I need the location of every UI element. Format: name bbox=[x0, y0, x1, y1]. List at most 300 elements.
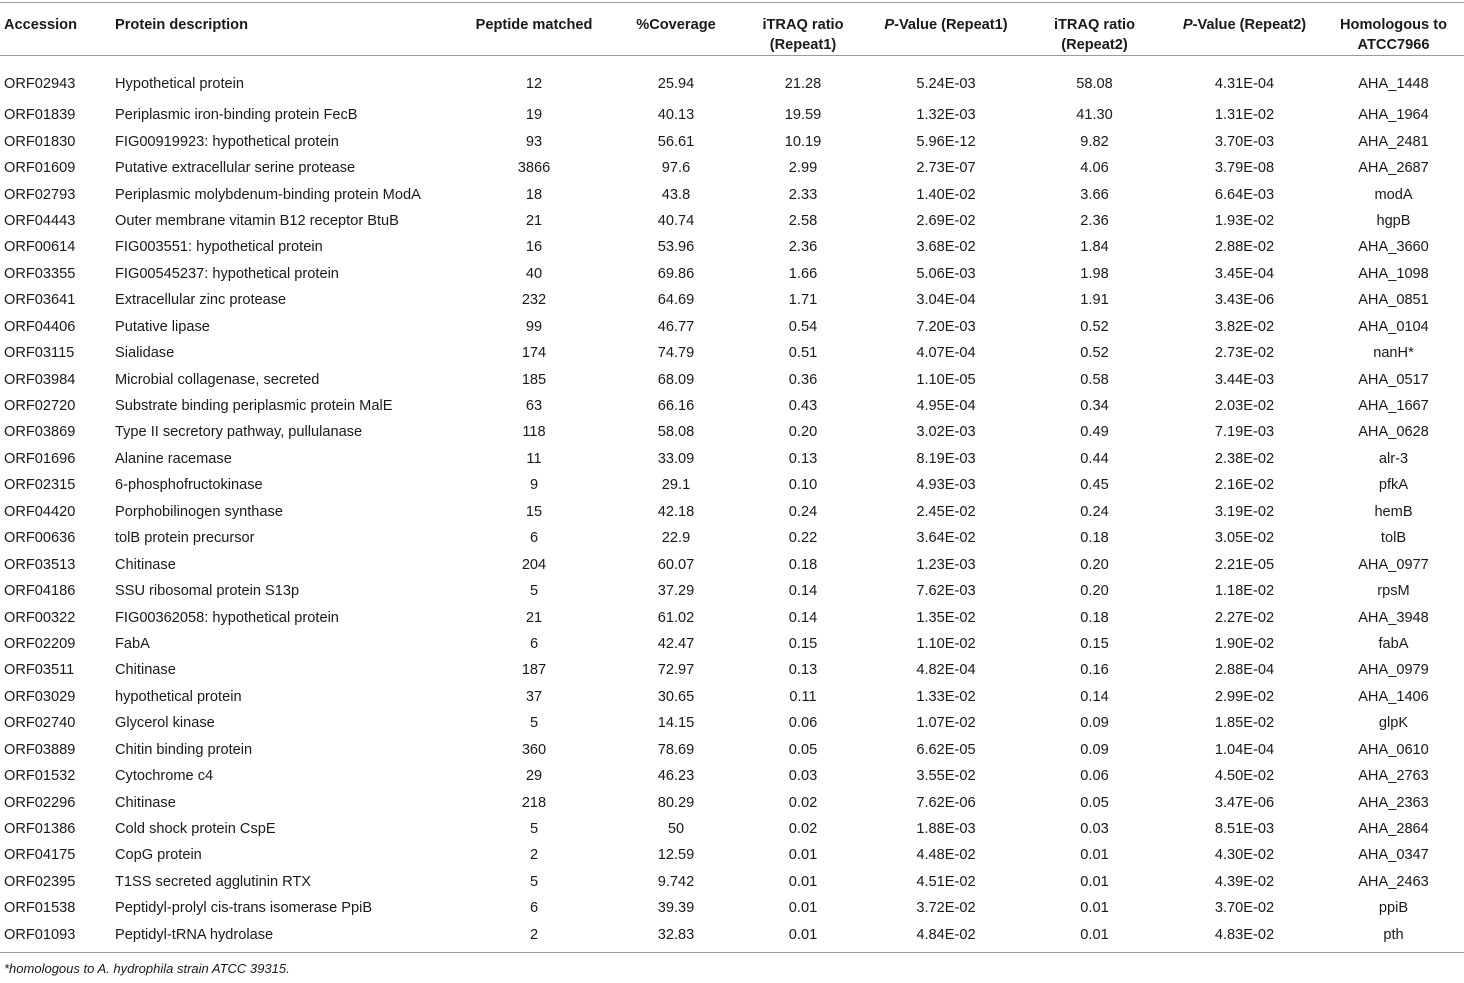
cell-itraq-repeat2: 0.14 bbox=[1080, 688, 1109, 705]
cell-homologous: alr-3 bbox=[1378, 450, 1409, 467]
cell-itraq-repeat2: 9.82 bbox=[1080, 133, 1109, 150]
cell-coverage: 53.96 bbox=[657, 239, 695, 256]
col-header-protein-description: Protein description bbox=[115, 17, 248, 33]
cell-itraq-repeat2: 0.52 bbox=[1080, 345, 1109, 362]
table-row bbox=[0, 287, 1464, 313]
cell-protein-description: T1SS secreted agglutinin RTX bbox=[115, 873, 312, 890]
cell-peptide-matched: 19 bbox=[525, 107, 543, 124]
cell-itraq-repeat1: 21.28 bbox=[784, 76, 822, 92]
cell-pvalue-repeat1: 8.19E-03 bbox=[916, 450, 976, 467]
cell-itraq-repeat1: 0.14 bbox=[788, 609, 818, 626]
table-row bbox=[0, 234, 1464, 260]
cell-peptide-matched: 12 bbox=[525, 76, 543, 92]
cell-accession: ORF03869 bbox=[4, 424, 76, 441]
cell-homologous: AHA_0979 bbox=[1358, 662, 1429, 679]
cell-homologous: tolB bbox=[1380, 530, 1407, 547]
cell-itraq-repeat1: 0.20 bbox=[788, 424, 818, 441]
cell-protein-description: FIG00545237: hypothetical protein bbox=[115, 265, 339, 282]
cell-pvalue-repeat2: 3.47E-06 bbox=[1214, 794, 1275, 811]
cell-itraq-repeat2: 0.58 bbox=[1080, 371, 1109, 388]
cell-itraq-repeat2: 0.01 bbox=[1080, 873, 1109, 890]
cell-accession: ORF03889 bbox=[4, 741, 76, 758]
cell-itraq-repeat2: 58.08 bbox=[1076, 76, 1113, 92]
cell-coverage: 60.07 bbox=[657, 556, 695, 573]
cell-pvalue-repeat1: 4.48E-02 bbox=[916, 847, 976, 864]
cell-pvalue-repeat2: 3.79E-08 bbox=[1214, 160, 1275, 177]
cell-itraq-repeat2: 0.05 bbox=[1080, 794, 1109, 811]
cell-pvalue-repeat1: 6.62E-05 bbox=[916, 741, 976, 758]
cell-homologous: pfkA bbox=[1378, 477, 1409, 494]
col-header-pvalue-repeat1 bbox=[869, 3, 1023, 56]
cell-protein-description: tolB protein precursor bbox=[115, 530, 255, 547]
cell-peptide-matched: 99 bbox=[525, 318, 543, 335]
cell-accession: ORF03511 bbox=[4, 662, 75, 679]
cell-itraq-repeat2: 0.24 bbox=[1080, 503, 1109, 520]
cell-protein-description: Porphobilinogen synthase bbox=[115, 503, 283, 520]
cell-peptide-matched: 5 bbox=[529, 715, 539, 732]
cell-protein-description: Type II secretory pathway, pullulanase bbox=[115, 424, 363, 441]
cell-pvalue-repeat1: 1.07E-02 bbox=[916, 715, 976, 732]
cell-pvalue-repeat2: 2.88E-02 bbox=[1214, 239, 1275, 256]
cell-coverage: 58.08 bbox=[657, 424, 695, 441]
cell-coverage: 69.86 bbox=[657, 265, 695, 282]
cell-homologous: AHA_0347 bbox=[1358, 847, 1429, 864]
col-header-coverage: %Coverage bbox=[636, 17, 716, 33]
cell-pvalue-repeat2: 1.85E-02 bbox=[1214, 715, 1275, 732]
cell-protein-description: Chitinase bbox=[115, 794, 176, 811]
cell-peptide-matched: 6 bbox=[529, 635, 539, 652]
cell-itraq-repeat2: 1.91 bbox=[1080, 292, 1109, 309]
cell-pvalue-repeat2: 2.73E-02 bbox=[1214, 345, 1275, 362]
cell-pvalue-repeat1: 3.55E-02 bbox=[916, 768, 976, 785]
cell-homologous: glpK bbox=[1378, 715, 1409, 732]
cell-pvalue-repeat1: 3.02E-03 bbox=[916, 424, 976, 441]
cell-coverage: 64.69 bbox=[657, 292, 695, 309]
table-row bbox=[0, 155, 1464, 181]
cell-protein-description: Periplasmic molybdenum-binding protein ModA bbox=[115, 186, 421, 203]
cell-itraq-repeat1: 0.24 bbox=[788, 503, 818, 520]
cell-itraq-repeat2: 0.01 bbox=[1080, 926, 1109, 943]
cell-pvalue-repeat2: 3.44E-03 bbox=[1214, 371, 1275, 388]
cell-pvalue-repeat1: 4.82E-04 bbox=[916, 662, 976, 679]
cell-peptide-matched: 2 bbox=[529, 926, 539, 943]
cell-homologous: AHA_2363 bbox=[1358, 794, 1429, 811]
cell-accession: ORF03355 bbox=[4, 265, 76, 282]
cell-homologous: AHA_2864 bbox=[1358, 821, 1429, 838]
cell-itraq-repeat2: 0.44 bbox=[1080, 450, 1109, 467]
cell-accession: ORF03984 bbox=[4, 371, 76, 388]
cell-itraq-repeat2: 0.18 bbox=[1080, 530, 1109, 547]
cell-pvalue-repeat1: 3.64E-02 bbox=[916, 530, 976, 547]
cell-itraq-repeat2: 0.09 bbox=[1080, 741, 1109, 758]
cell-itraq-repeat1: 2.36 bbox=[788, 239, 818, 256]
cell-itraq-repeat2: 0.49 bbox=[1080, 424, 1109, 441]
table-row bbox=[0, 446, 1464, 472]
cell-pvalue-repeat1: 2.73E-07 bbox=[916, 160, 976, 177]
cell-homologous: AHA_0610 bbox=[1358, 741, 1429, 758]
cell-peptide-matched: 18 bbox=[525, 186, 543, 203]
cell-protein-description: Periplasmic iron-binding protein FecB bbox=[115, 107, 358, 124]
cell-protein-description: Putative lipase bbox=[115, 318, 210, 335]
cell-itraq-repeat1: 2.33 bbox=[788, 186, 818, 203]
cell-peptide-matched: 29 bbox=[525, 768, 543, 785]
cell-accession: ORF02793 bbox=[4, 186, 76, 203]
cell-pvalue-repeat2: 3.82E-02 bbox=[1214, 318, 1275, 335]
cell-accession: ORF01386 bbox=[4, 821, 76, 838]
cell-peptide-matched: 37 bbox=[525, 688, 543, 705]
cell-itraq-repeat2: 0.20 bbox=[1080, 583, 1109, 600]
cell-peptide-matched: 63 bbox=[525, 398, 543, 415]
cell-accession: ORF02209 bbox=[4, 635, 76, 652]
cell-pvalue-repeat2: 3.70E-02 bbox=[1214, 900, 1275, 917]
cell-pvalue-repeat1: 7.62E-03 bbox=[916, 583, 976, 600]
table-row bbox=[0, 737, 1464, 763]
cell-itraq-repeat2: 0.16 bbox=[1080, 662, 1109, 679]
cell-peptide-matched: 3866 bbox=[517, 160, 551, 177]
cell-itraq-repeat1: 0.18 bbox=[788, 556, 818, 573]
cell-pvalue-repeat1: 3.04E-04 bbox=[916, 292, 976, 309]
cell-accession: ORF01839 bbox=[4, 107, 76, 124]
col-header-pvalue-repeat2 bbox=[1166, 3, 1323, 56]
cell-accession: ORF03513 bbox=[4, 556, 76, 573]
cell-itraq-repeat2: 41.30 bbox=[1076, 107, 1113, 124]
cell-accession: ORF03641 bbox=[4, 292, 76, 309]
cell-itraq-repeat2: 0.01 bbox=[1080, 847, 1109, 864]
cell-coverage: 74.79 bbox=[657, 345, 695, 362]
cell-itraq-repeat1: 0.51 bbox=[788, 345, 818, 362]
table-row bbox=[0, 525, 1464, 551]
cell-protein-description: Hypothetical protein bbox=[115, 76, 244, 92]
table-row bbox=[0, 128, 1464, 154]
cell-coverage: 40.74 bbox=[657, 212, 695, 229]
cell-homologous: AHA_0104 bbox=[1358, 318, 1429, 335]
cell-coverage: 66.16 bbox=[657, 398, 695, 415]
cell-pvalue-repeat1: 4.07E-04 bbox=[916, 345, 976, 362]
col-header-itraq-repeat2: iTRAQ ratio (Repeat2) bbox=[1053, 17, 1136, 53]
cell-pvalue-repeat1: 7.20E-03 bbox=[916, 318, 976, 335]
table-row bbox=[0, 842, 1464, 868]
table-row bbox=[0, 393, 1464, 419]
cell-itraq-repeat2: 0.20 bbox=[1080, 556, 1109, 573]
cell-itraq-repeat2: 0.34 bbox=[1080, 398, 1109, 415]
cell-pvalue-repeat2: 2.88E-04 bbox=[1214, 662, 1275, 679]
cell-itraq-repeat1: 0.05 bbox=[788, 741, 818, 758]
cell-protein-description: Chitinase bbox=[115, 556, 176, 573]
cell-homologous: hgpB bbox=[1376, 212, 1411, 229]
cell-homologous: AHA_2481 bbox=[1358, 133, 1429, 150]
cell-homologous: AHA_3948 bbox=[1358, 609, 1429, 626]
cell-protein-description: Chitinase bbox=[115, 662, 176, 679]
cell-accession: ORF01532 bbox=[4, 768, 76, 785]
cell-pvalue-repeat1: 4.51E-02 bbox=[916, 873, 976, 890]
cell-protein-description: Outer membrane vitamin B12 receptor BtuB bbox=[115, 212, 399, 229]
table-row bbox=[0, 763, 1464, 789]
cell-coverage: 9.742 bbox=[657, 873, 695, 890]
cell-protein-description: hypothetical protein bbox=[115, 688, 242, 705]
cell-pvalue-repeat1: 2.69E-02 bbox=[916, 212, 976, 229]
cell-pvalue-repeat1: 3.68E-02 bbox=[916, 239, 976, 256]
cell-pvalue-repeat2: 2.27E-02 bbox=[1214, 609, 1275, 626]
cell-itraq-repeat1: 0.36 bbox=[788, 371, 818, 388]
cell-itraq-repeat1: 0.15 bbox=[788, 635, 818, 652]
cell-homologous: AHA_2763 bbox=[1358, 768, 1429, 785]
cell-accession: ORF02740 bbox=[4, 715, 76, 732]
cell-coverage: 46.23 bbox=[657, 768, 695, 785]
cell-itraq-repeat1: 0.14 bbox=[788, 583, 818, 600]
cell-peptide-matched: 204 bbox=[521, 556, 547, 573]
cell-coverage: 37.29 bbox=[657, 583, 695, 600]
cell-itraq-repeat2: 0.15 bbox=[1080, 635, 1109, 652]
cell-peptide-matched: 187 bbox=[521, 662, 547, 679]
cell-pvalue-repeat1: 5.24E-03 bbox=[916, 76, 976, 92]
col-header-homologous: Homologous to ATCC7966 bbox=[1339, 17, 1447, 53]
cell-pvalue-repeat2: 2.99E-02 bbox=[1214, 688, 1275, 705]
cell-protein-description: SSU ribosomal protein S13p bbox=[115, 583, 300, 600]
cell-pvalue-repeat2: 3.43E-06 bbox=[1214, 292, 1275, 309]
table-row bbox=[0, 181, 1464, 207]
cell-itraq-repeat1: 0.02 bbox=[788, 821, 818, 838]
cell-homologous: fabA bbox=[1378, 635, 1409, 652]
table-row bbox=[0, 604, 1464, 630]
cell-accession: ORF00614 bbox=[4, 239, 76, 256]
cell-itraq-repeat1: 0.03 bbox=[788, 768, 818, 785]
cell-itraq-repeat2: 3.66 bbox=[1080, 186, 1109, 203]
cell-pvalue-repeat2: 2.16E-02 bbox=[1214, 477, 1275, 494]
cell-itraq-repeat1: 0.22 bbox=[788, 530, 818, 547]
cell-itraq-repeat2: 0.03 bbox=[1080, 821, 1109, 838]
cell-homologous: AHA_1964 bbox=[1358, 107, 1429, 124]
cell-pvalue-repeat2: 1.04E-04 bbox=[1214, 741, 1275, 758]
cell-itraq-repeat1: 10.19 bbox=[784, 133, 822, 150]
cell-pvalue-repeat2: 8.51E-03 bbox=[1214, 821, 1275, 838]
cell-pvalue-repeat2: 7.19E-03 bbox=[1214, 424, 1275, 441]
cell-pvalue-repeat2: 4.30E-02 bbox=[1214, 847, 1275, 864]
cell-coverage: 61.02 bbox=[657, 609, 695, 626]
cell-itraq-repeat1: 0.13 bbox=[788, 450, 818, 467]
cell-accession: ORF00636 bbox=[4, 530, 76, 547]
cell-itraq-repeat2: 0.18 bbox=[1080, 609, 1109, 626]
cell-protein-description: FIG003551: hypothetical protein bbox=[115, 239, 323, 256]
table-row bbox=[0, 869, 1464, 895]
cell-pvalue-repeat1: 4.95E-04 bbox=[916, 398, 976, 415]
cell-itraq-repeat1: 1.66 bbox=[788, 265, 818, 282]
cell-protein-description: Cytochrome c4 bbox=[115, 768, 214, 785]
protein-table bbox=[0, 2, 1464, 953]
cell-peptide-matched: 5 bbox=[529, 583, 539, 600]
cell-peptide-matched: 118 bbox=[522, 424, 546, 441]
cell-protein-description: CopG protein bbox=[115, 847, 202, 864]
cell-pvalue-repeat1: 5.96E-12 bbox=[916, 133, 976, 150]
table-row bbox=[0, 684, 1464, 710]
cell-peptide-matched: 9 bbox=[529, 477, 539, 494]
col-header-peptide-matched: Peptide matched bbox=[475, 17, 593, 33]
cell-peptide-matched: 15 bbox=[525, 503, 543, 520]
cell-pvalue-repeat1: 1.23E-03 bbox=[916, 556, 976, 573]
cell-pvalue-repeat2: 1.31E-02 bbox=[1214, 107, 1275, 124]
cell-peptide-matched: 40 bbox=[525, 265, 543, 282]
table-footnote: *homologous to A. hydrophila strain ATCC 39315. bbox=[4, 961, 290, 976]
cell-accession: ORF01093 bbox=[4, 926, 76, 943]
cell-accession: ORF04406 bbox=[4, 318, 76, 335]
cell-pvalue-repeat2: 3.45E-04 bbox=[1214, 265, 1275, 282]
cell-homologous: AHA_1098 bbox=[1358, 265, 1429, 282]
table-row bbox=[0, 261, 1464, 287]
pvalue-p-italic: P bbox=[884, 17, 895, 33]
cell-pvalue-repeat1: 1.10E-02 bbox=[916, 635, 976, 652]
cell-itraq-repeat2: 1.84 bbox=[1080, 239, 1109, 256]
cell-coverage: 42.18 bbox=[657, 503, 695, 520]
cell-itraq-repeat2: 0.09 bbox=[1080, 715, 1109, 732]
col-header-accession: Accession bbox=[4, 17, 78, 33]
cell-protein-description: Cold shock protein CspE bbox=[115, 821, 276, 838]
cell-itraq-repeat1: 0.43 bbox=[788, 398, 818, 415]
cell-accession: ORF04175 bbox=[4, 847, 76, 864]
cell-peptide-matched: 93 bbox=[525, 133, 543, 150]
cell-homologous: modA bbox=[1374, 186, 1413, 203]
cell-homologous: rpsM bbox=[1377, 583, 1410, 600]
cell-pvalue-repeat1: 7.62E-06 bbox=[916, 794, 976, 811]
cell-protein-description: Alanine racemase bbox=[115, 450, 232, 467]
cell-protein-description: Substrate binding periplasmic protein MalE bbox=[115, 398, 393, 415]
cell-coverage: 68.09 bbox=[657, 371, 695, 388]
table-header bbox=[0, 3, 1464, 56]
cell-itraq-repeat1: 19.59 bbox=[784, 107, 822, 124]
cell-itraq-repeat1: 0.01 bbox=[788, 926, 818, 943]
cell-homologous: ppiB bbox=[1378, 900, 1409, 917]
cell-peptide-matched: 21 bbox=[525, 609, 543, 626]
cell-pvalue-repeat2: 2.38E-02 bbox=[1214, 450, 1275, 467]
cell-accession: ORF03029 bbox=[4, 688, 76, 705]
cell-pvalue-repeat1: 1.10E-05 bbox=[916, 371, 976, 388]
cell-accession: ORF02720 bbox=[4, 398, 76, 415]
table-row bbox=[0, 102, 1464, 128]
table-row bbox=[0, 789, 1464, 815]
cell-pvalue-repeat1: 1.40E-02 bbox=[916, 186, 976, 203]
cell-accession: ORF02296 bbox=[4, 794, 76, 811]
table-row bbox=[0, 657, 1464, 683]
cell-peptide-matched: 6 bbox=[529, 900, 539, 917]
cell-homologous: nanH* bbox=[1373, 345, 1414, 362]
cell-itraq-repeat1: 0.01 bbox=[788, 847, 818, 864]
cell-coverage: 78.69 bbox=[657, 741, 695, 758]
cell-accession: ORF01830 bbox=[4, 133, 76, 150]
cell-pvalue-repeat2: 1.93E-02 bbox=[1214, 212, 1275, 229]
table-row bbox=[0, 208, 1464, 234]
cell-accession: ORF01538 bbox=[4, 900, 76, 917]
cell-pvalue-repeat2: 3.19E-02 bbox=[1214, 503, 1275, 520]
cell-accession: ORF02395 bbox=[4, 873, 76, 890]
cell-peptide-matched: 360 bbox=[521, 741, 547, 758]
cell-coverage: 22.9 bbox=[661, 530, 691, 547]
cell-protein-description: Peptidyl-prolyl cis-trans isomerase PpiB bbox=[115, 900, 373, 917]
cell-coverage: 80.29 bbox=[657, 794, 695, 811]
table-row bbox=[0, 578, 1464, 604]
cell-accession: ORF02315 bbox=[4, 477, 76, 494]
cell-homologous: AHA_2463 bbox=[1358, 873, 1429, 890]
cell-coverage: 32.83 bbox=[657, 926, 695, 943]
cell-coverage: 50 bbox=[667, 821, 685, 838]
cell-itraq-repeat2: 4.06 bbox=[1080, 160, 1109, 177]
table-body bbox=[0, 56, 1464, 953]
cell-peptide-matched: 218 bbox=[521, 794, 547, 811]
table-row bbox=[0, 631, 1464, 657]
table-row bbox=[0, 472, 1464, 498]
cell-homologous: AHA_0977 bbox=[1358, 556, 1429, 573]
cell-peptide-matched: 11 bbox=[526, 450, 542, 467]
cell-homologous: hemB bbox=[1374, 503, 1413, 520]
cell-itraq-repeat1: 0.13 bbox=[788, 662, 818, 679]
cell-protein-description: FIG00919923: hypothetical protein bbox=[115, 133, 339, 150]
cell-homologous: AHA_1448 bbox=[1358, 76, 1429, 92]
cell-itraq-repeat1: 0.01 bbox=[788, 900, 818, 917]
cell-itraq-repeat1: 2.99 bbox=[788, 160, 818, 177]
cell-accession: ORF03115 bbox=[4, 345, 75, 362]
cell-protein-description: Peptidyl-tRNA hydrolase bbox=[115, 926, 274, 943]
cell-coverage: 46.77 bbox=[657, 318, 695, 335]
cell-protein-description: 6-phosphofructokinase bbox=[115, 477, 263, 494]
cell-pvalue-repeat2: 2.03E-02 bbox=[1214, 398, 1275, 415]
pvalue-p-italic: P bbox=[1182, 17, 1193, 33]
cell-protein-description: Extracellular zinc protease bbox=[115, 292, 287, 309]
cell-peptide-matched: 5 bbox=[529, 821, 539, 838]
table-row bbox=[0, 895, 1464, 921]
cell-pvalue-repeat2: 4.39E-02 bbox=[1214, 873, 1275, 890]
cell-coverage: 40.13 bbox=[657, 107, 695, 124]
cell-itraq-repeat1: 1.71 bbox=[788, 292, 818, 309]
cell-accession: ORF01696 bbox=[4, 450, 76, 467]
cell-coverage: 43.8 bbox=[661, 186, 691, 203]
table-row bbox=[0, 710, 1464, 736]
cell-pvalue-repeat2: 4.31E-04 bbox=[1214, 76, 1275, 92]
cell-pvalue-repeat1: 3.72E-02 bbox=[916, 900, 976, 917]
cell-accession: ORF00322 bbox=[4, 609, 76, 626]
cell-itraq-repeat2: 2.36 bbox=[1080, 212, 1109, 229]
col-header-itraq-repeat1: iTRAQ ratio (Repeat1) bbox=[762, 17, 844, 53]
cell-peptide-matched: 232 bbox=[521, 292, 547, 309]
table-row bbox=[0, 551, 1464, 577]
cell-itraq-repeat2: 0.45 bbox=[1080, 477, 1109, 494]
table-row bbox=[0, 922, 1464, 953]
cell-accession: ORF04443 bbox=[4, 212, 76, 229]
cell-itraq-repeat1: 0.10 bbox=[788, 477, 818, 494]
cell-peptide-matched: 174 bbox=[521, 345, 547, 362]
cell-itraq-repeat2: 1.98 bbox=[1080, 265, 1109, 282]
cell-peptide-matched: 5 bbox=[529, 873, 539, 890]
cell-peptide-matched: 6 bbox=[529, 530, 539, 547]
cell-pvalue-repeat2: 1.90E-02 bbox=[1214, 635, 1275, 652]
table-row bbox=[0, 816, 1464, 842]
pvalue-label-rest: -Value (Repeat1) bbox=[894, 17, 1008, 33]
cell-itraq-repeat2: 0.01 bbox=[1080, 900, 1109, 917]
table-row bbox=[0, 419, 1464, 445]
cell-peptide-matched: 16 bbox=[525, 239, 543, 256]
cell-itraq-repeat1: 0.01 bbox=[788, 873, 818, 890]
cell-pvalue-repeat2: 4.50E-02 bbox=[1214, 768, 1275, 785]
cell-pvalue-repeat2: 6.64E-03 bbox=[1214, 186, 1275, 203]
cell-accession: ORF02943 bbox=[4, 76, 76, 92]
pvalue-label-rest: -Value (Repeat2) bbox=[1192, 17, 1307, 33]
cell-homologous: AHA_0517 bbox=[1358, 371, 1429, 388]
cell-accession: ORF04420 bbox=[4, 503, 76, 520]
table-row bbox=[0, 499, 1464, 525]
cell-homologous: pth bbox=[1383, 926, 1404, 943]
cell-protein-description: Putative extracellular serine protease bbox=[115, 160, 356, 177]
cell-coverage: 56.61 bbox=[657, 133, 695, 150]
cell-protein-description: FabA bbox=[115, 635, 150, 652]
cell-pvalue-repeat1: 1.32E-03 bbox=[916, 107, 976, 124]
table-row bbox=[0, 314, 1464, 340]
table-row bbox=[0, 340, 1464, 366]
